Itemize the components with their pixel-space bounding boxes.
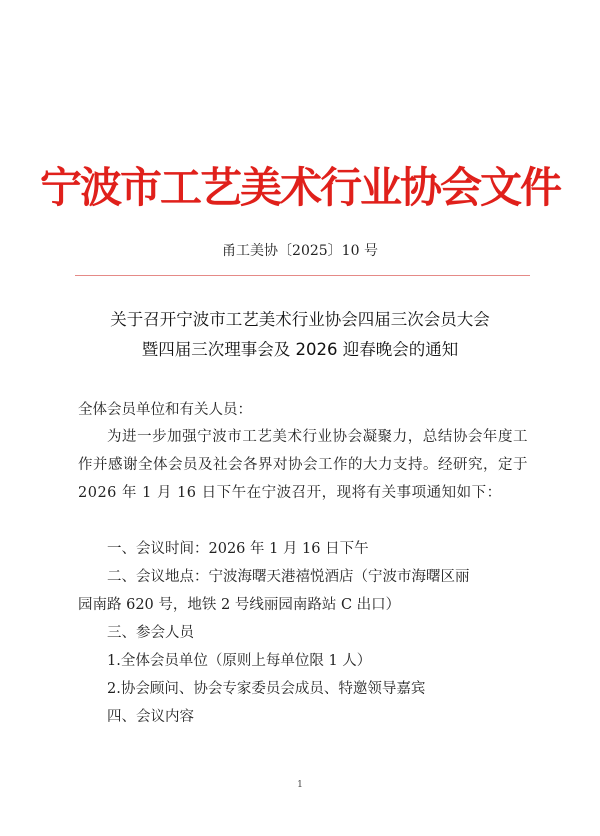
salutation: 全体会员单位和有关人员： xyxy=(78,402,252,418)
attendee-item-2: 2.协会顾问、协会专家委员会成员、特邀领导嘉宾 xyxy=(107,681,426,697)
meeting-place-line-1: 二、会议地点：宁波海曙天港禧悦酒店（宁波市海曙区丽 xyxy=(107,569,470,585)
notice-title-line-2: 暨四届三次理事会及 2026 迎春晚会的通知 xyxy=(141,340,459,359)
page-number: 1 xyxy=(297,780,303,790)
document-number: 甬工美协〔2025〕10 号 xyxy=(222,243,378,259)
meeting-place-line-2: 园南路 620 号，地铁 2 号线丽园南路站 C 出口） xyxy=(78,597,401,613)
intro-paragraph: 为进一步加强宁波市工艺美术行业协会凝聚力，总结协会年度工作并感谢全体会员及社会各界对协会工作的大力支持。经研究，定于 2026 年 1 月 16 日下午在宁波召开，现将有关事项通知如下： xyxy=(78,429,528,501)
notice-title-line-1: 关于召开宁波市工艺美术行业协会四届三次会员大会 xyxy=(110,310,490,329)
red-divider-line xyxy=(75,275,530,276)
body-items xyxy=(78,535,528,731)
attendee-item-1: 1.全体会员单位（原则上每单位限 1 人） xyxy=(107,653,372,669)
org-document-header: 宁波市工艺美术行业协会文件 xyxy=(39,163,560,212)
notice-title xyxy=(0,305,600,365)
meeting-time: 一、会议时间：2026 年 1 月 16 日下午 xyxy=(107,541,369,557)
agenda-heading: 四、会议内容 xyxy=(107,709,194,725)
attendees-heading: 三、参会人员 xyxy=(107,625,194,641)
